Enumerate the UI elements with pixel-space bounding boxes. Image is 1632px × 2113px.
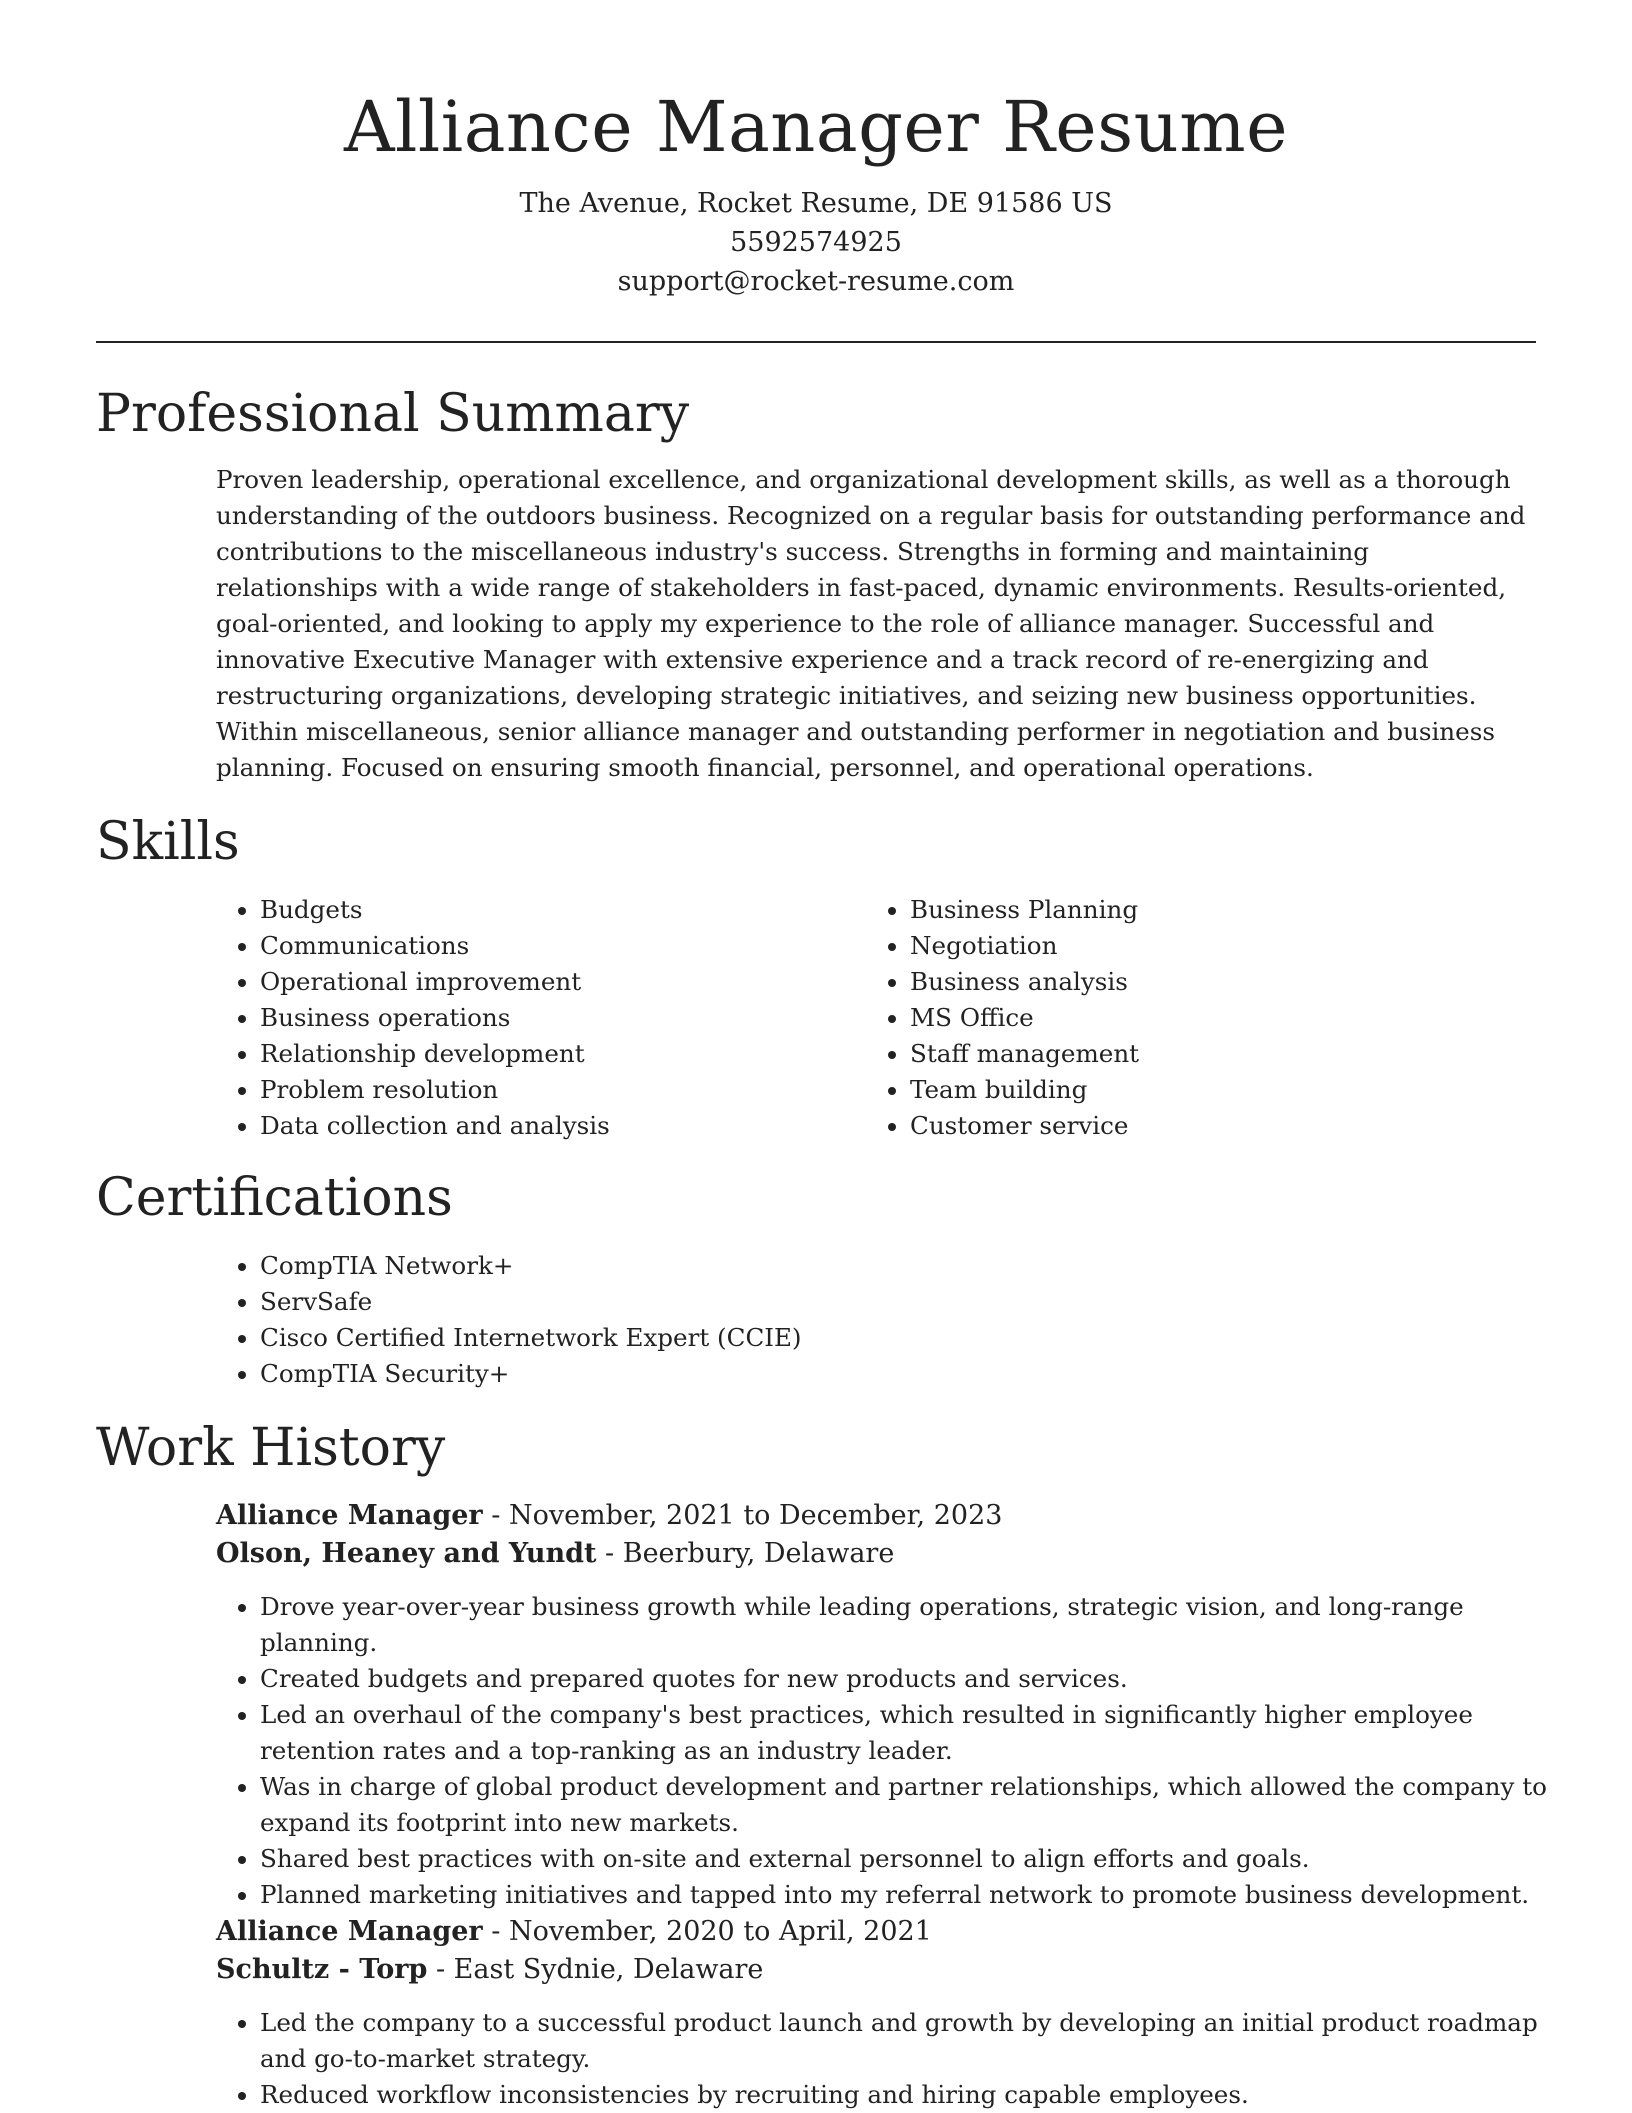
summary-text: Proven leadership, operational excellence, and organizational development skills, as well as a thorough understanding of the outdoors business. Recognized on a regular basis for outstanding performance and contributions to the miscellaneous industry's success. Strengths in forming and maintaining relationships with a wide range of stakeholders in fast-paced, dynamic environments. Results-oriented, goal-oriented, and looking to apply my experience to the role of alliance manager. Successful and innovative Executive Manager with extensive experience and a track record of re-energizing and restructuring organizations, developing strategic initiatives, and seizing new business opportunities. Within miscellaneous, senior alliance manager and outstanding performer in negotiation and business planning. Focused on ensuring smooth financial, personnel, and operational operations. [216, 465, 1526, 782]
job-title: Alliance Manager [216, 1500, 483, 1531]
skill-item: • Operational improvement [260, 964, 816, 1000]
job-bullets [216, 1589, 1556, 1913]
skill-item: • MS Office [910, 1000, 1466, 1036]
skill-item: • Budgets [260, 892, 816, 928]
job-title: Alliance Manager [216, 1916, 483, 1947]
skill-item: • Customer service [910, 1108, 1466, 1144]
skill-item: • Business Planning [910, 892, 1466, 928]
job-bullet: • Led an overhaul of the company's best practices, which resulted in significantly higher employee retention rates and a top-ranking as an industry leader. [260, 1697, 1556, 1769]
skills-heading: Skills [96, 812, 240, 872]
certifications-list [216, 1248, 802, 1392]
skill-item: • Negotiation [910, 928, 1466, 964]
job-bullet: • Shared best practices with on-site and external personnel to align efforts and goals. [260, 1841, 1556, 1877]
skill-item: • Business operations [260, 1000, 816, 1036]
certification-item: • CompTIA Network+ [260, 1248, 802, 1284]
job-bullet: • Planned marketing initiatives and tapped into my referral network to promote business development. [260, 1877, 1556, 1913]
page-title: Alliance Manager Resume [343, 86, 1289, 168]
job-entry [216, 1913, 1556, 2113]
job-bullet: • Led the company to a successful product launch and growth by developing an initial product roadmap and go-to-market strategy. [260, 2005, 1556, 2077]
certification-item: • CompTIA Security+ [260, 1356, 802, 1392]
contact-info [0, 184, 1632, 301]
job-location: - East Sydnie, Delaware [427, 1954, 764, 1985]
job-company-line [216, 1951, 1556, 1989]
email-text: support@rocket-resume.com [617, 266, 1015, 297]
job-company: Schultz - Torp [216, 1954, 428, 1985]
certifications-heading: Certifications [96, 1168, 453, 1228]
job-bullet: • Drove year-over-year business growth while leading operations, strategic vision, and long-range planning. [260, 1589, 1556, 1661]
job-dates: - November, 2021 to December, 2023 [482, 1500, 1003, 1531]
skill-item: • Communications [260, 928, 816, 964]
job-bullet: • Was in charge of global product development and partner relationships, which allowed the company to expand its footprint into new markets. [260, 1769, 1556, 1841]
job-location: - Beerbury, Delaware [596, 1538, 895, 1569]
resume-header [0, 0, 1632, 301]
job-bullet: • Reduced workflow inconsistencies by recruiting and hiring capable employees. [260, 2077, 1556, 2113]
job-bullet: • Created budgets and prepared quotes for new products and services. [260, 1661, 1556, 1697]
work-history-heading: Work History [96, 1418, 446, 1478]
certification-item: • Cisco Certified Internetwork Expert (CCIE) [260, 1320, 802, 1356]
job-bullets [216, 2005, 1556, 2113]
header-divider [96, 341, 1536, 343]
skill-item: • Relationship development [260, 1036, 816, 1072]
skill-item: • Business analysis [910, 964, 1466, 1000]
certification-item: • ServSafe [260, 1284, 802, 1320]
job-company-line [216, 1535, 1556, 1573]
job-title-line [216, 1913, 1556, 1951]
address-text: The Avenue, Rocket Resume, DE 91586 US [519, 188, 1113, 219]
skills-left-column [216, 892, 816, 1144]
phone-text: 5592574925 [730, 227, 902, 258]
job-company: Olson, Heaney and Yundt [216, 1538, 597, 1569]
skill-item: • Data collection and analysis [260, 1108, 816, 1144]
skill-item: • Staff management [910, 1036, 1466, 1072]
skill-item: • Problem resolution [260, 1072, 816, 1108]
job-entry [216, 1497, 1556, 1913]
summary-heading: Professional Summary [96, 384, 690, 444]
job-dates: - November, 2020 to April, 2021 [482, 1916, 932, 1947]
skill-item: • Team building [910, 1072, 1466, 1108]
skills-right-column [866, 892, 1466, 1144]
job-title-line [216, 1497, 1556, 1535]
